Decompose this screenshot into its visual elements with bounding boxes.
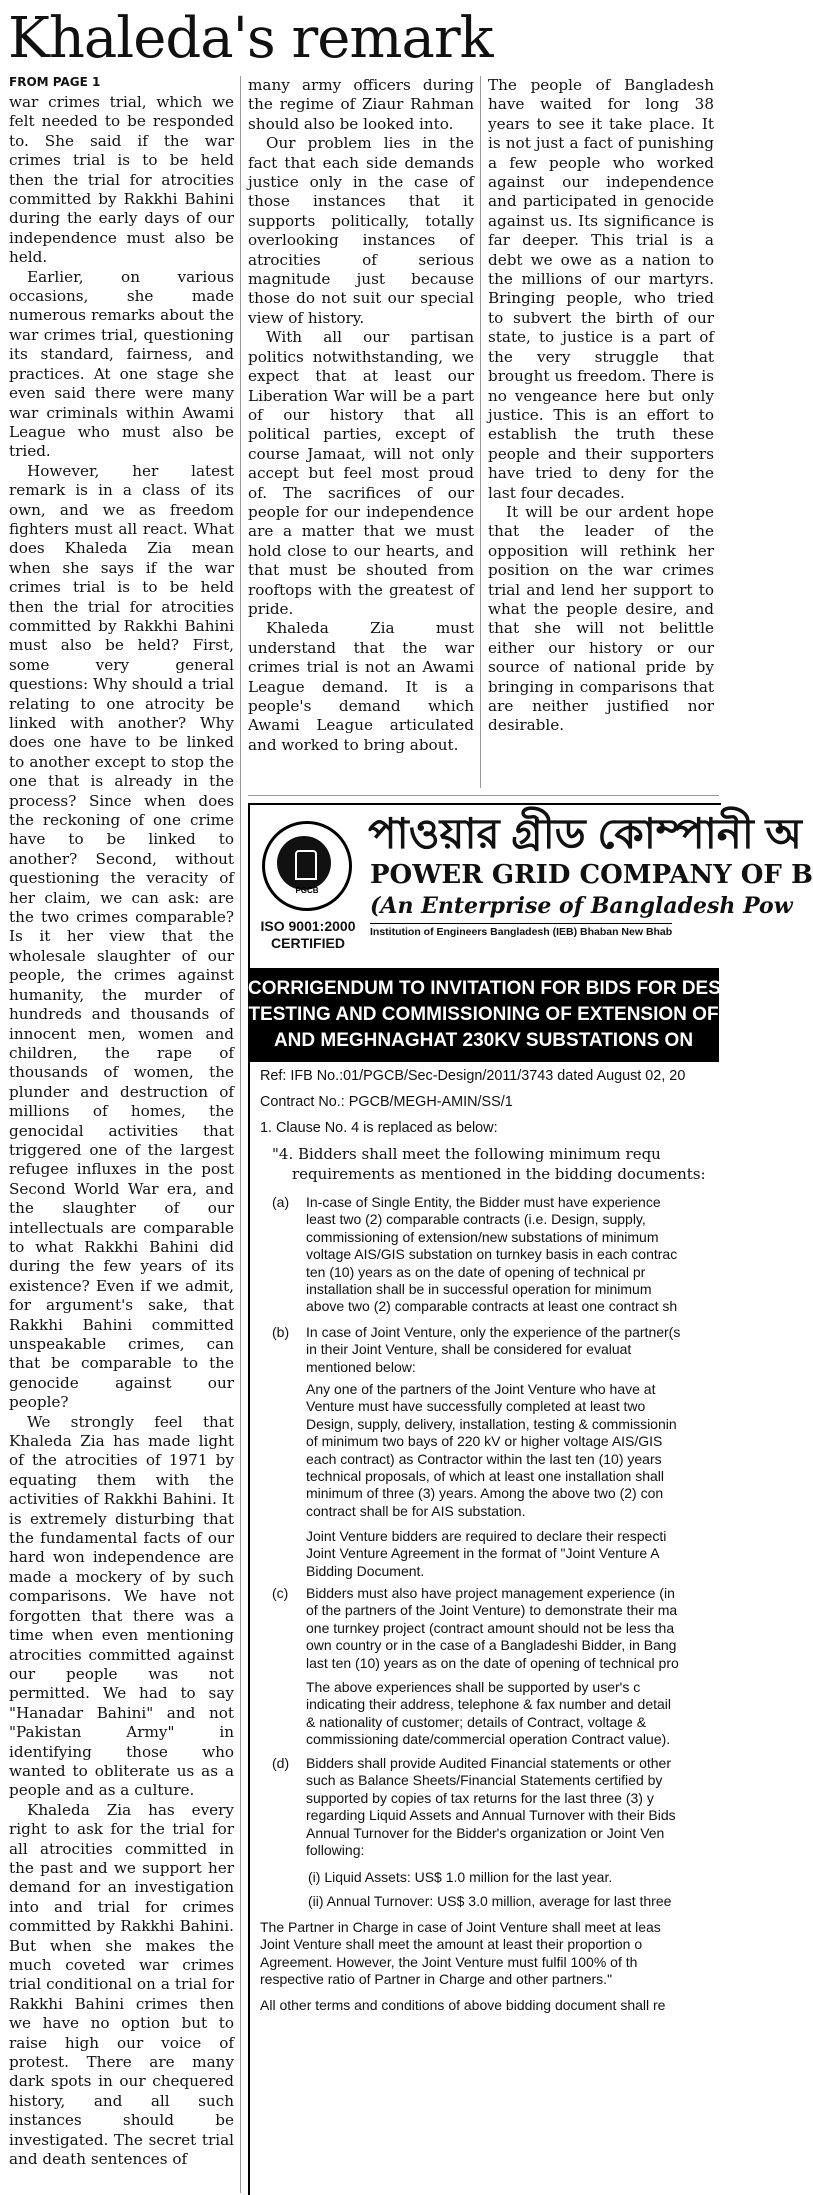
item-line: supported by copies of tax returns for the last three (3) y	[306, 1789, 654, 1806]
item-line: The Partner in Charge in case of Joint Venture shall meet at leas	[260, 1919, 661, 1935]
paragraph: Earlier, on various occasions, she made numerous remarks about the war crimes trial, questioning its standard, fairness, and practices. At one stage she even said there were many war criminals within Awami League who must also be tried.	[9, 267, 234, 461]
item-b-label: (b)	[272, 1324, 290, 1340]
item-line: The above experiences shall be supported by user's c	[306, 1679, 641, 1695]
item-line: Venture must have successfully completed at least two	[306, 1398, 646, 1415]
company-name: POWER GRID COMPANY OF B	[370, 860, 813, 890]
clause-heading: 1. Clause No. 4 is replaced as below:	[260, 1120, 498, 1136]
item-line: Bidding Document.	[306, 1562, 425, 1579]
item-c-text	[306, 1585, 679, 1672]
clause-quote	[272, 1145, 731, 1184]
item-line: In case of Joint Venture, only the experience of the partner(s	[306, 1324, 681, 1340]
item-line: In-case of Single Entity, the Bidder must have experience	[306, 1194, 661, 1210]
article-column-1	[9, 93, 234, 2169]
item-line: Bidders must also have project management experience (in	[306, 1585, 675, 1601]
item-line: Annual Turnover for the Bidder's organization or Joint Ven	[306, 1824, 665, 1841]
company-name-bangla: পাওয়ার গ্রীড কোম্পানী অ	[368, 810, 802, 857]
company-address: Institution of Engineers Bangladesh (IEB) Bhaban New Bhab	[370, 923, 672, 938]
item-line: own country or in the case of a Bangladeshi Bidder, in Bang	[306, 1637, 677, 1654]
certified-label: CERTIFIED	[271, 935, 345, 951]
logo-emblem	[277, 836, 331, 890]
pgcb-logo-icon	[262, 821, 352, 911]
quote-line: requirements as mentioned in the bidding documents:	[292, 1164, 706, 1183]
quote-line: "4. Bidders shall meet the following minimum requ	[272, 1145, 661, 1163]
paragraph: It will be our ardent hope that the leader of the opposition will rethink her position on the war crimes trial and lend her support to what the people desire, and that she will not belittle either our history or our source of national pride by bringing in comparisons that are neither justified nor desirable.	[488, 502, 714, 735]
paragraph: We strongly feel that Khaleda Zia has made light of the atrocities of 1971 by equating them with the activities of Rakkhi Bahini. It is extremely disturbing that the fundamental facts of our hard won independence are made a mockery of by such comparisons. We have not forgotten that there was a time when even mentioning atrocities committed against our people was not permitted. We had to say "Hanadar Bahini" and not "Pakistan Army" in identifying those who wanted to obliterate us as a people and as a culture.	[9, 1412, 234, 1800]
item-line: Joint Venture Agreement in the format of "Joint Venture A	[306, 1545, 660, 1562]
item-line: last ten (10) years as on the date of opening of technical pro	[306, 1654, 679, 1671]
paragraph: Khaleda Zia has every right to ask for the trial for all atrocities committed in the past and we support her demand for an investigation into and trial for crimes committed by Rakkhi Bahini. But when she makes the much coveted war crimes trial conditional on a trial for Rakkhi Bahini crimes then we have no option but to raise high our voice of protest. There are many dark spots in our chequered history, and all such instances should be investigated. The secret trial and death sentences of	[9, 1800, 234, 2169]
paragraph: many army officers during the regime of Ziaur Rahman should also be looked into.	[248, 76, 474, 133]
partner-paragraph	[260, 1919, 661, 1989]
iso-certification	[256, 918, 360, 952]
enterprise-subtitle: (An Enterprise of Bangladesh Pow	[370, 893, 793, 919]
annual-turnover: (ii) Annual Turnover: US$ 3.0 million, average for last three	[308, 1893, 672, 1909]
item-line: Joint Venture shall meet the amount at least their proportion o	[260, 1936, 643, 1953]
iso-label: ISO 9001:2000	[260, 918, 356, 934]
banner-line: CORRIGENDUM TO INVITATION FOR BIDS FOR DESI	[248, 978, 727, 999]
item-line: & nationality of customer; details of Contract, voltage &	[306, 1713, 647, 1730]
paragraph: Khaleda Zia must understand that the war crimes trial is not an Awami League demand. It is a people's demand which Awami League articulated and worked to bring about.	[248, 619, 474, 754]
paragraph: war crimes trial, which we felt needed to be responded to. She said if the war crimes trial is to be held then the trial for atrocities committed by Rakkhi Bahini during the early days of our independence must also be held.	[9, 93, 234, 267]
item-line: each contract) as Contractor within the last ten (10) years	[306, 1450, 662, 1467]
item-line: Any one of the partners of the Joint Venture who have at	[306, 1381, 656, 1397]
item-line: least two (2) comparable contracts (i.e. Design, supply,	[306, 1211, 646, 1228]
paragraph: The people of Bangladesh have waited for long 38 years to see it take place. It is not just a fact of punishing a few people who worked against our independence and participated in genocide against us. Its significance is far deeper. This trial is a debt we owe as a nation to the millions of our martyrs. Bringing people, who tried to subvert the birth of our state, to justice is a part of the very struggle that brought us freedom. There is no vengeance here but only justice. This is an effort to establish the truth these people and their supporters have tried to deny for the last four decades.	[488, 76, 714, 502]
item-line: of the partners of the Joint Venture) to demonstrate their ma	[306, 1602, 678, 1619]
section-divider	[248, 795, 719, 796]
paragraph: However, her latest remark is in a class of its own, and we as freedom fighters must all react. What does Khaleda Zia mean when she says if the war crimes trial is to be held then the trial for atrocities committed by Rakkhi Bahini must also be held? First, some very general questions: Why should a trial relating to one atrocity be linked with another? Why does one have to be linked to another except to stop the one that is already in the process? Since when does the reckoning of one crime have to be linked to another? Second, without questioning the veracity of her claim, we can ask: are the two crimes comparable? Is it her view that the wholesale slaughter of our people, the crimes against humanity, the murder of hundreds and thousands of innocent men, women and children, the rape of thousands of women, the plunder and destruction of millions of homes, the genocidal activities that triggered one of the largest refugee influxes in the post Second World War era, and the slaughter of our intellectuals are comparable to what Rakkhi Bahini did during the few years of its existence? Even if we admit, for argument's sake, that Rakkhi Bahini committed unspeakable crimes, can that be comparable to the genocide against our people?	[9, 461, 234, 1412]
article-column-3	[488, 76, 714, 736]
column-divider	[240, 76, 241, 2193]
tender-advertisement	[248, 803, 813, 2193]
item-line: following:	[306, 1842, 365, 1859]
item-line: minimum of three (3) years. Among the above two (2) con	[306, 1485, 664, 1502]
item-line: Design, supply, delivery, installation, testing & commissionin	[306, 1415, 677, 1432]
item-line: ten (10) years as on the date of opening of technical pr	[306, 1263, 646, 1280]
paragraph: With all our partisan politics notwithstanding, we expect that at least our Liberation War will be a part of our history that all political parties, except of course Jamaat, will not only accept but feel most proud of. The sacrifices of our people for our independence are a matter that we must hold close to our hearts, and that must be shouted from rooftops with the greatest of pride.	[248, 328, 474, 618]
column-divider	[480, 76, 481, 788]
closing-statement: All other terms and conditions of above bidding document shall re	[260, 1997, 666, 2013]
article-headline: Khaleda's remark	[8, 6, 493, 71]
item-line: Agreement. However, the Joint Venture must fulfil 100% of th	[260, 1953, 638, 1970]
paragraph: Our problem lies in the fact that each side demands justice only in the case of those instances that it supports politically, totally overlooking instances of atrocities of serious magnitude just because those do not suit our special view of history.	[248, 134, 474, 327]
contract-number: Contract No.: PGCB/MEGH-AMIN/SS/1	[260, 1094, 513, 1110]
item-line: regarding Liquid Assets and Annual Turnover with their Bids	[306, 1807, 676, 1824]
item-line: in their Joint Venture, shall be considered for evaluat	[306, 1341, 632, 1358]
liquid-assets: (i) Liquid Assets: US$ 1.0 million for the last year.	[308, 1869, 613, 1885]
corrigendum-banner	[248, 968, 727, 1062]
banner-line: TESTING AND COMMISSIONING OF EXTENSION OF	[248, 1004, 719, 1025]
item-line: such as Balance Sheets/Financial Statements certified by	[306, 1772, 663, 1789]
banner-line: AND MEGHNAGHAT 230KV SUBSTATIONS ON	[273, 1030, 694, 1051]
item-c-paragraph	[306, 1679, 671, 1749]
item-line: one turnkey project (contract amount should not be less tha	[306, 1619, 675, 1636]
item-b-paragraph	[306, 1528, 666, 1580]
item-c-label: (c)	[272, 1585, 289, 1601]
item-line: commissioning of extension/new substations of minimum	[306, 1228, 659, 1245]
item-line: Bidders shall provide Audited Financial statements or other	[306, 1755, 671, 1771]
item-b-paragraph	[306, 1381, 677, 1520]
item-d-label: (d)	[272, 1755, 290, 1771]
item-d-text	[306, 1755, 676, 1859]
item-a-text	[306, 1194, 677, 1316]
item-line: installation shall be in successful operation for minimum	[306, 1281, 652, 1298]
item-line: above two (2) comparable contracts at least one contract sh	[306, 1298, 678, 1315]
item-line: voltage AIS/GIS substation on turnkey basis in each contrac	[306, 1246, 678, 1263]
item-line: indicating their address, telephone & fax number and detail	[306, 1696, 672, 1713]
article-column-2	[248, 76, 474, 755]
item-a-label: (a)	[272, 1194, 290, 1210]
item-line: contract shall be for AIS substation.	[306, 1502, 526, 1519]
item-line: mentioned below:	[306, 1358, 416, 1375]
logo-label: PGCB	[295, 886, 319, 895]
tower-icon	[295, 850, 317, 880]
from-page-label: FROM PAGE 1	[9, 75, 101, 89]
item-line: of minimum two bays of 220 kV or higher voltage AIS/GIS	[306, 1433, 663, 1450]
item-line: respective ratio of Partner in Charge and other partners."	[260, 1971, 613, 1988]
item-b-text	[306, 1324, 680, 1376]
ifb-reference: Ref: IFB No.:01/PGCB/Sec-Design/2011/3743 dated August 02, 20	[260, 1068, 686, 1084]
item-line: commissioning date/commercial operation Contract value).	[306, 1731, 671, 1748]
item-line: Joint Venture bidders are required to declare their respecti	[306, 1528, 667, 1544]
item-line: technical proposals, of which at least one installation shall	[306, 1468, 664, 1485]
